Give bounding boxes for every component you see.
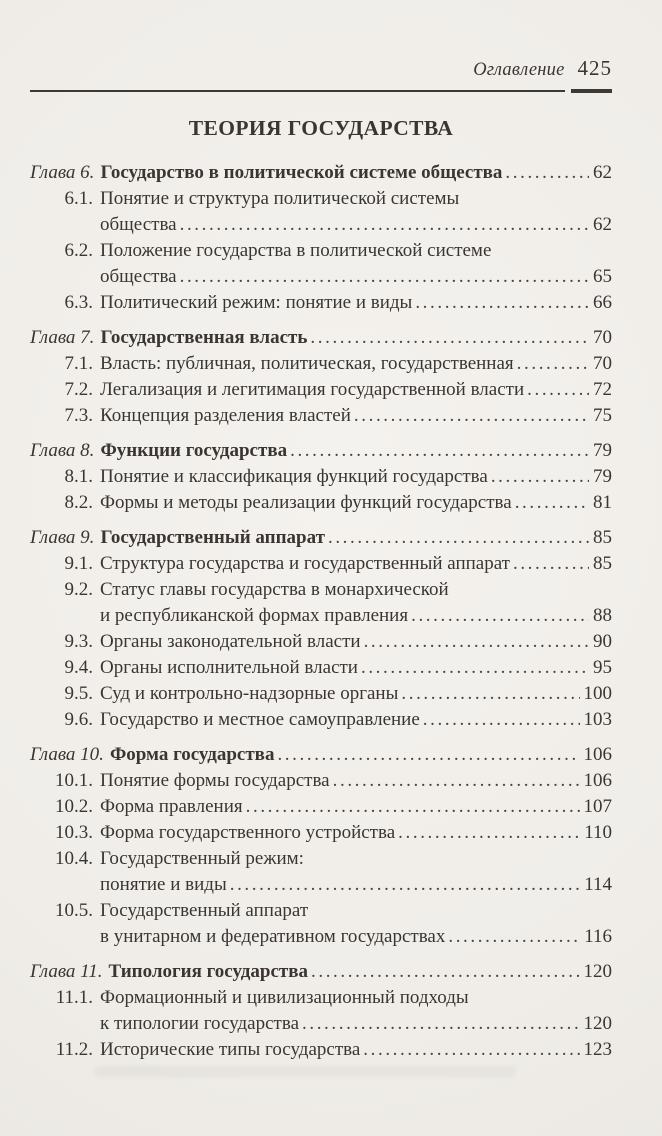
toc-item-continuation-row — [30, 924, 612, 950]
toc-item-row — [30, 820, 612, 846]
toc-item-row — [30, 985, 612, 1011]
toc-item-text: Понятие и классификация функций государства — [100, 466, 488, 487]
toc-chapter — [30, 525, 612, 733]
toc-chapter-row — [30, 742, 612, 768]
dot-leader — [333, 768, 580, 794]
dot-leader — [277, 742, 579, 768]
dot-leader — [290, 438, 589, 464]
toc-item-text: общества — [100, 266, 177, 287]
toc-chapter-row — [30, 959, 612, 985]
toc-item-number: 9.1. — [64, 553, 93, 574]
dot-leader — [364, 629, 589, 655]
dot-leader — [505, 160, 589, 186]
dot-leader — [310, 325, 589, 351]
dot-leader — [398, 820, 580, 846]
toc-item-text: Формационный и цивилизационный подходы — [100, 987, 469, 1008]
toc-item-page: 81 — [593, 492, 612, 513]
toc-item-number: 11.2. — [55, 1039, 93, 1060]
toc-chapter-row — [30, 438, 612, 464]
toc-item-page: 106 — [583, 770, 612, 791]
toc-item-page: 79 — [593, 466, 612, 487]
dot-leader — [423, 707, 580, 733]
toc-item-text: в унитарном и федеративном государствах — [100, 926, 446, 947]
dot-leader — [401, 681, 579, 707]
toc-item-row — [30, 681, 612, 707]
toc-item-number: 8.2. — [64, 492, 93, 513]
toc-item-row — [30, 655, 612, 681]
header-rule — [30, 88, 612, 93]
toc-item-text: Форма государственного устройства — [100, 822, 396, 843]
toc-item-number: 10.1. — [55, 770, 93, 791]
toc-item-row — [30, 464, 612, 490]
page-number: 425 — [577, 56, 612, 80]
toc-item-text: понятие и виды — [100, 874, 227, 895]
toc-chapter-page: 120 — [583, 961, 612, 982]
toc-item-number: 6.3. — [64, 292, 93, 313]
toc-item-text: Понятие и структура политической системы — [100, 188, 460, 209]
dot-leader — [328, 525, 589, 551]
toc-item-continuation-row — [30, 1011, 612, 1037]
toc-item-row — [30, 290, 612, 316]
toc — [30, 160, 612, 1063]
dot-leader — [180, 212, 589, 238]
toc-item-number: 9.3. — [64, 631, 93, 652]
toc-chapter-title: Функции государства — [100, 440, 288, 461]
toc-item-text: Положение государства в политической системе — [100, 240, 492, 261]
toc-item-text: Органы законодательной власти — [100, 631, 361, 652]
toc-item-number: 8.1. — [64, 466, 93, 487]
toc-chapter — [30, 160, 612, 316]
toc-item-text: Исторические типы государства — [100, 1039, 361, 1060]
toc-item-page: 70 — [593, 353, 612, 374]
dot-leader — [311, 959, 580, 985]
dot-leader — [230, 872, 580, 898]
dot-leader — [527, 377, 589, 403]
dot-leader — [513, 551, 589, 577]
toc-item-continuation-row — [30, 264, 612, 290]
toc-chapter — [30, 742, 612, 950]
toc-item-text: Концепция разделения властей — [100, 405, 351, 426]
dot-leader — [354, 403, 589, 429]
toc-item-page: 103 — [583, 709, 612, 730]
toc-item-text: Легализация и легитимация государственной власти — [100, 379, 525, 400]
toc-chapter-title: Государственная власть — [100, 327, 308, 348]
toc-item-text: Государственный режим: — [100, 848, 304, 869]
toc-item-number: 10.2. — [55, 796, 93, 817]
toc-chapter-title: Государственный аппарат — [100, 527, 325, 548]
running-header-title: Оглавление — [473, 60, 565, 80]
toc-item-number: 10.4. — [55, 848, 93, 869]
toc-item-page: 65 — [593, 266, 612, 287]
toc-chapter-label: Глава 6. — [30, 162, 95, 183]
toc-item-text: Органы исполнительной власти — [100, 657, 358, 678]
toc-item-page: 114 — [584, 874, 612, 895]
toc-item-continuation-row — [30, 603, 612, 629]
toc-item-row — [30, 1037, 612, 1063]
toc-item-row — [30, 629, 612, 655]
toc-item-page: 107 — [583, 796, 612, 817]
toc-item-row — [30, 377, 612, 403]
toc-chapter-label: Глава 7. — [30, 327, 95, 348]
toc-item-number: 11.1. — [55, 987, 93, 1008]
toc-item-row — [30, 768, 612, 794]
toc-chapter-title: Форма государства — [109, 744, 275, 765]
toc-item-continuation-row — [30, 212, 612, 238]
dot-leader — [361, 655, 589, 681]
toc-chapter-row — [30, 525, 612, 551]
toc-chapter-page: 85 — [593, 527, 612, 548]
toc-item-text: Власть: публичная, политическая, государственная — [100, 353, 514, 374]
dot-leader — [491, 464, 589, 490]
dot-leader — [302, 1011, 580, 1037]
toc-item-text: Форма правления — [100, 796, 243, 817]
page-bleed-through — [95, 1066, 607, 1077]
toc-item-row — [30, 238, 612, 264]
toc-chapter-title: Государство в политической системе общества — [100, 162, 503, 183]
toc-chapter-label: Глава 10. — [30, 744, 104, 765]
toc-item-page: 100 — [583, 683, 612, 704]
toc-item-page: 88 — [593, 605, 612, 626]
toc-item-page: 116 — [584, 926, 612, 947]
dot-leader — [411, 603, 589, 629]
toc-item-number: 7.1. — [64, 353, 93, 374]
toc-item-row — [30, 794, 612, 820]
toc-item-row — [30, 846, 612, 872]
toc-item-number: 6.1. — [64, 188, 93, 209]
dot-leader — [517, 351, 589, 377]
toc-chapter-row — [30, 160, 612, 186]
toc-item-number: 10.3. — [55, 822, 93, 843]
toc-chapter-label: Глава 11. — [30, 961, 103, 982]
header-rule-line — [30, 90, 565, 92]
toc-item-text: Политический режим: понятие и виды — [100, 292, 413, 313]
toc-item-page: 72 — [593, 379, 612, 400]
toc-item-text: Государство и местное самоуправление — [100, 709, 420, 730]
toc-chapter-row — [30, 325, 612, 351]
toc-item-row — [30, 403, 612, 429]
toc-item-row — [30, 577, 612, 603]
toc-item-number: 6.2. — [64, 240, 93, 261]
toc-item-text: Понятие формы государства — [100, 770, 330, 791]
toc-item-row — [30, 351, 612, 377]
toc-item-page: 95 — [593, 657, 612, 678]
dot-leader — [515, 490, 589, 516]
header-rule-bar — [571, 89, 612, 93]
toc-item-continuation-row — [30, 872, 612, 898]
dot-leader — [246, 794, 580, 820]
toc-chapter-page: 62 — [593, 162, 612, 183]
toc-chapter-label: Глава 8. — [30, 440, 95, 461]
toc-item-row — [30, 186, 612, 212]
toc-item-page: 90 — [593, 631, 612, 652]
toc-item-text: Статус главы государства в монархической — [100, 579, 449, 600]
toc-item-number: 7.3. — [64, 405, 93, 426]
toc-item-text: Суд и контрольно-надзорные органы — [100, 683, 399, 704]
toc-item-text: Формы и методы реализации функций государства — [100, 492, 512, 513]
toc-item-number: 7.2. — [64, 379, 93, 400]
section-title: ТЕОРИЯ ГОСУДАРСТВА — [188, 116, 454, 140]
dot-leader — [415, 290, 589, 316]
toc-chapter-page: 106 — [583, 744, 612, 765]
dot-leader — [180, 264, 589, 290]
toc-item-page: 75 — [593, 405, 612, 426]
toc-chapter-page: 79 — [593, 440, 612, 461]
toc-item-row — [30, 898, 612, 924]
toc-item-number: 9.6. — [64, 709, 93, 730]
toc-item-page: 85 — [593, 553, 612, 574]
toc-item-text: и республиканской формах правления — [100, 605, 409, 626]
toc-chapter — [30, 959, 612, 1063]
toc-item-page: 110 — [584, 822, 612, 843]
toc-item-row — [30, 490, 612, 516]
toc-item-page: 123 — [583, 1039, 612, 1060]
toc-item-number: 9.4. — [64, 657, 93, 678]
toc-chapter-title: Типология государства — [108, 961, 308, 982]
toc-item-row — [30, 551, 612, 577]
dot-leader — [363, 1037, 579, 1063]
toc-item-number: 10.5. — [55, 900, 93, 921]
dot-leader — [448, 924, 580, 950]
toc-chapter — [30, 325, 612, 429]
page-content — [30, 0, 612, 1063]
running-header — [30, 0, 612, 81]
toc-item-text: Структура государства и государственный аппарат — [100, 553, 510, 574]
toc-item-text: к типологии государства — [100, 1013, 299, 1034]
toc-chapter-label: Глава 9. — [30, 527, 95, 548]
toc-item-page: 120 — [583, 1013, 612, 1034]
toc-item-number: 9.2. — [64, 579, 93, 600]
toc-item-page: 66 — [593, 292, 612, 313]
toc-item-page: 62 — [593, 214, 612, 235]
toc-item-number: 9.5. — [64, 683, 93, 704]
toc-chapter — [30, 438, 612, 516]
toc-item-row — [30, 707, 612, 733]
toc-item-text: общества — [100, 214, 177, 235]
toc-chapter-page: 70 — [593, 327, 612, 348]
toc-item-text: Государственный аппарат — [100, 900, 309, 921]
